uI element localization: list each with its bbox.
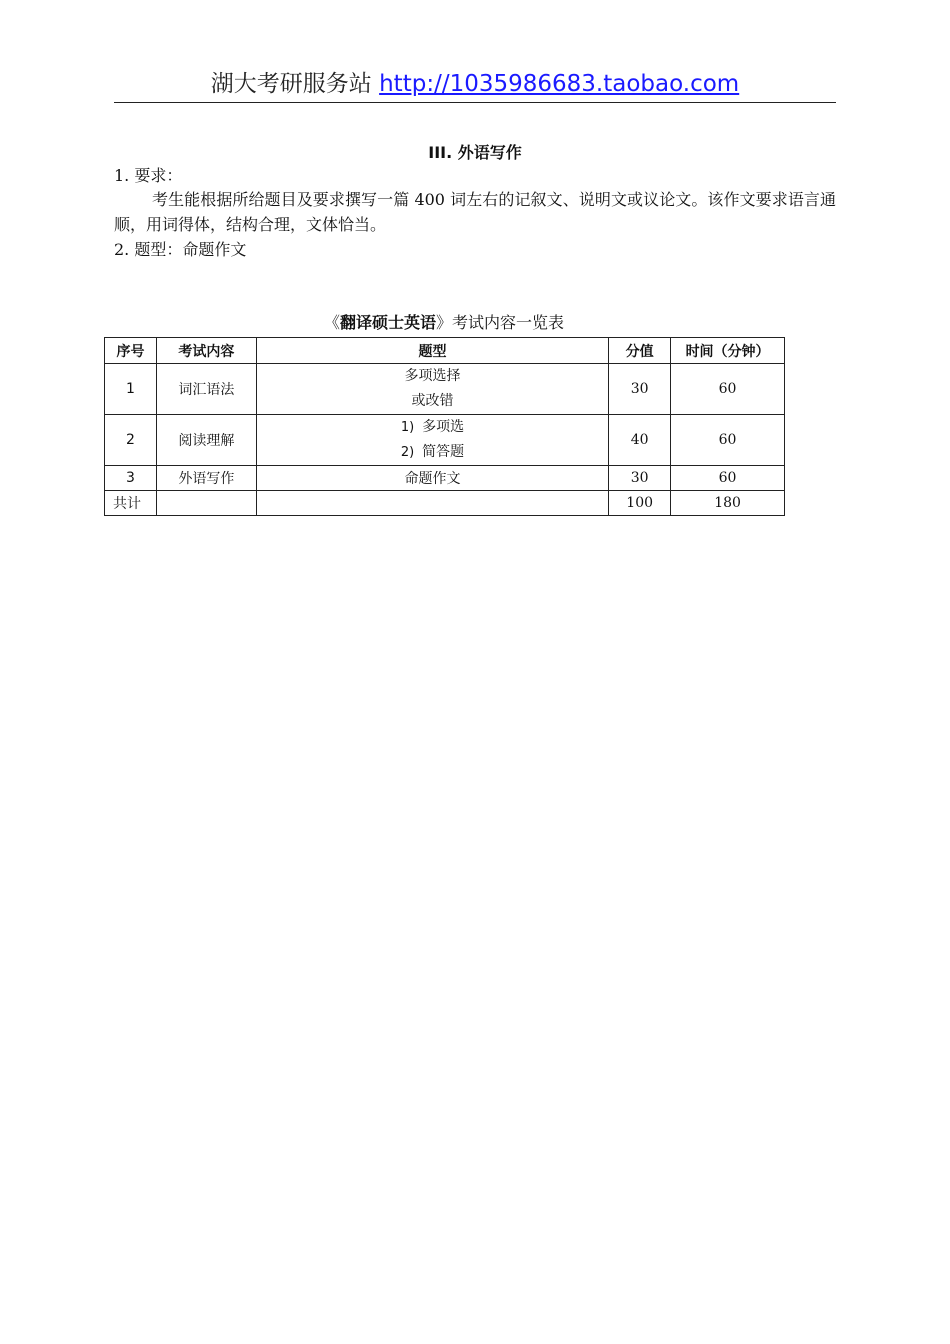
requirement-label: 1. 要求： [114, 166, 183, 185]
caption-open-bracket: 《 [323, 313, 340, 332]
cell-type [256, 364, 608, 415]
table-caption [104, 312, 784, 334]
cell-no: 2 [105, 415, 157, 466]
caption-book-title: 翻译硕士英语 [339, 313, 436, 332]
cell-content: 外语写作 [156, 466, 256, 491]
cell-empty [256, 491, 608, 516]
cell-total-time: 180 [671, 491, 785, 516]
cell-type [256, 415, 608, 466]
list-text: 多项选 [422, 419, 465, 435]
cell-score: 40 [609, 415, 671, 466]
cell-content: 词汇语法 [156, 364, 256, 415]
header-time: 时间（分钟） [671, 338, 785, 364]
header-score: 分值 [609, 338, 671, 364]
page-header [114, 70, 836, 103]
requirement-text: 考生能根据所给题目及要求撰写一篇 400 词左右的记叙文、说明文或议论文。该作文要求语言通顺，用词得体，结构合理，文体恰当。 [114, 190, 836, 234]
header-no: 序号 [105, 338, 157, 364]
type-line: 或改错 [411, 393, 454, 409]
cell-time: 60 [671, 415, 785, 466]
type-list-item [257, 415, 608, 440]
list-number: 2) [400, 445, 415, 460]
exam-content-table [104, 337, 785, 516]
cell-time: 60 [671, 364, 785, 415]
list-number: 1) [400, 420, 415, 435]
table-row [105, 415, 785, 466]
list-text: 简答题 [422, 444, 465, 460]
table-row [105, 466, 785, 491]
header-content: 考试内容 [156, 338, 256, 364]
type-list-item [257, 440, 608, 465]
cell-total-label: 共计 [105, 491, 157, 516]
header-site-name: 湖大考研服务站 [210, 71, 372, 97]
header-url-link[interactable]: http://1035986683.taobao.com [379, 71, 740, 97]
cell-empty [156, 491, 256, 516]
type-line: 多项选择 [404, 368, 461, 384]
table-total-row [105, 491, 785, 516]
cell-score: 30 [609, 466, 671, 491]
table-header-row [105, 338, 785, 364]
cell-content: 阅读理解 [156, 415, 256, 466]
cell-type: 命题作文 [256, 466, 608, 491]
table-row [105, 364, 785, 415]
cell-time: 60 [671, 466, 785, 491]
cell-total-score: 100 [609, 491, 671, 516]
question-type-label: 2. 题型：命题作文 [114, 240, 247, 259]
caption-rest: 》考试内容一览表 [436, 313, 565, 332]
cell-no: 1 [105, 364, 157, 415]
cell-no: 3 [105, 466, 157, 491]
header-type: 题型 [256, 338, 608, 364]
section-title: III. 外语写作 [428, 143, 522, 162]
cell-score: 30 [609, 364, 671, 415]
